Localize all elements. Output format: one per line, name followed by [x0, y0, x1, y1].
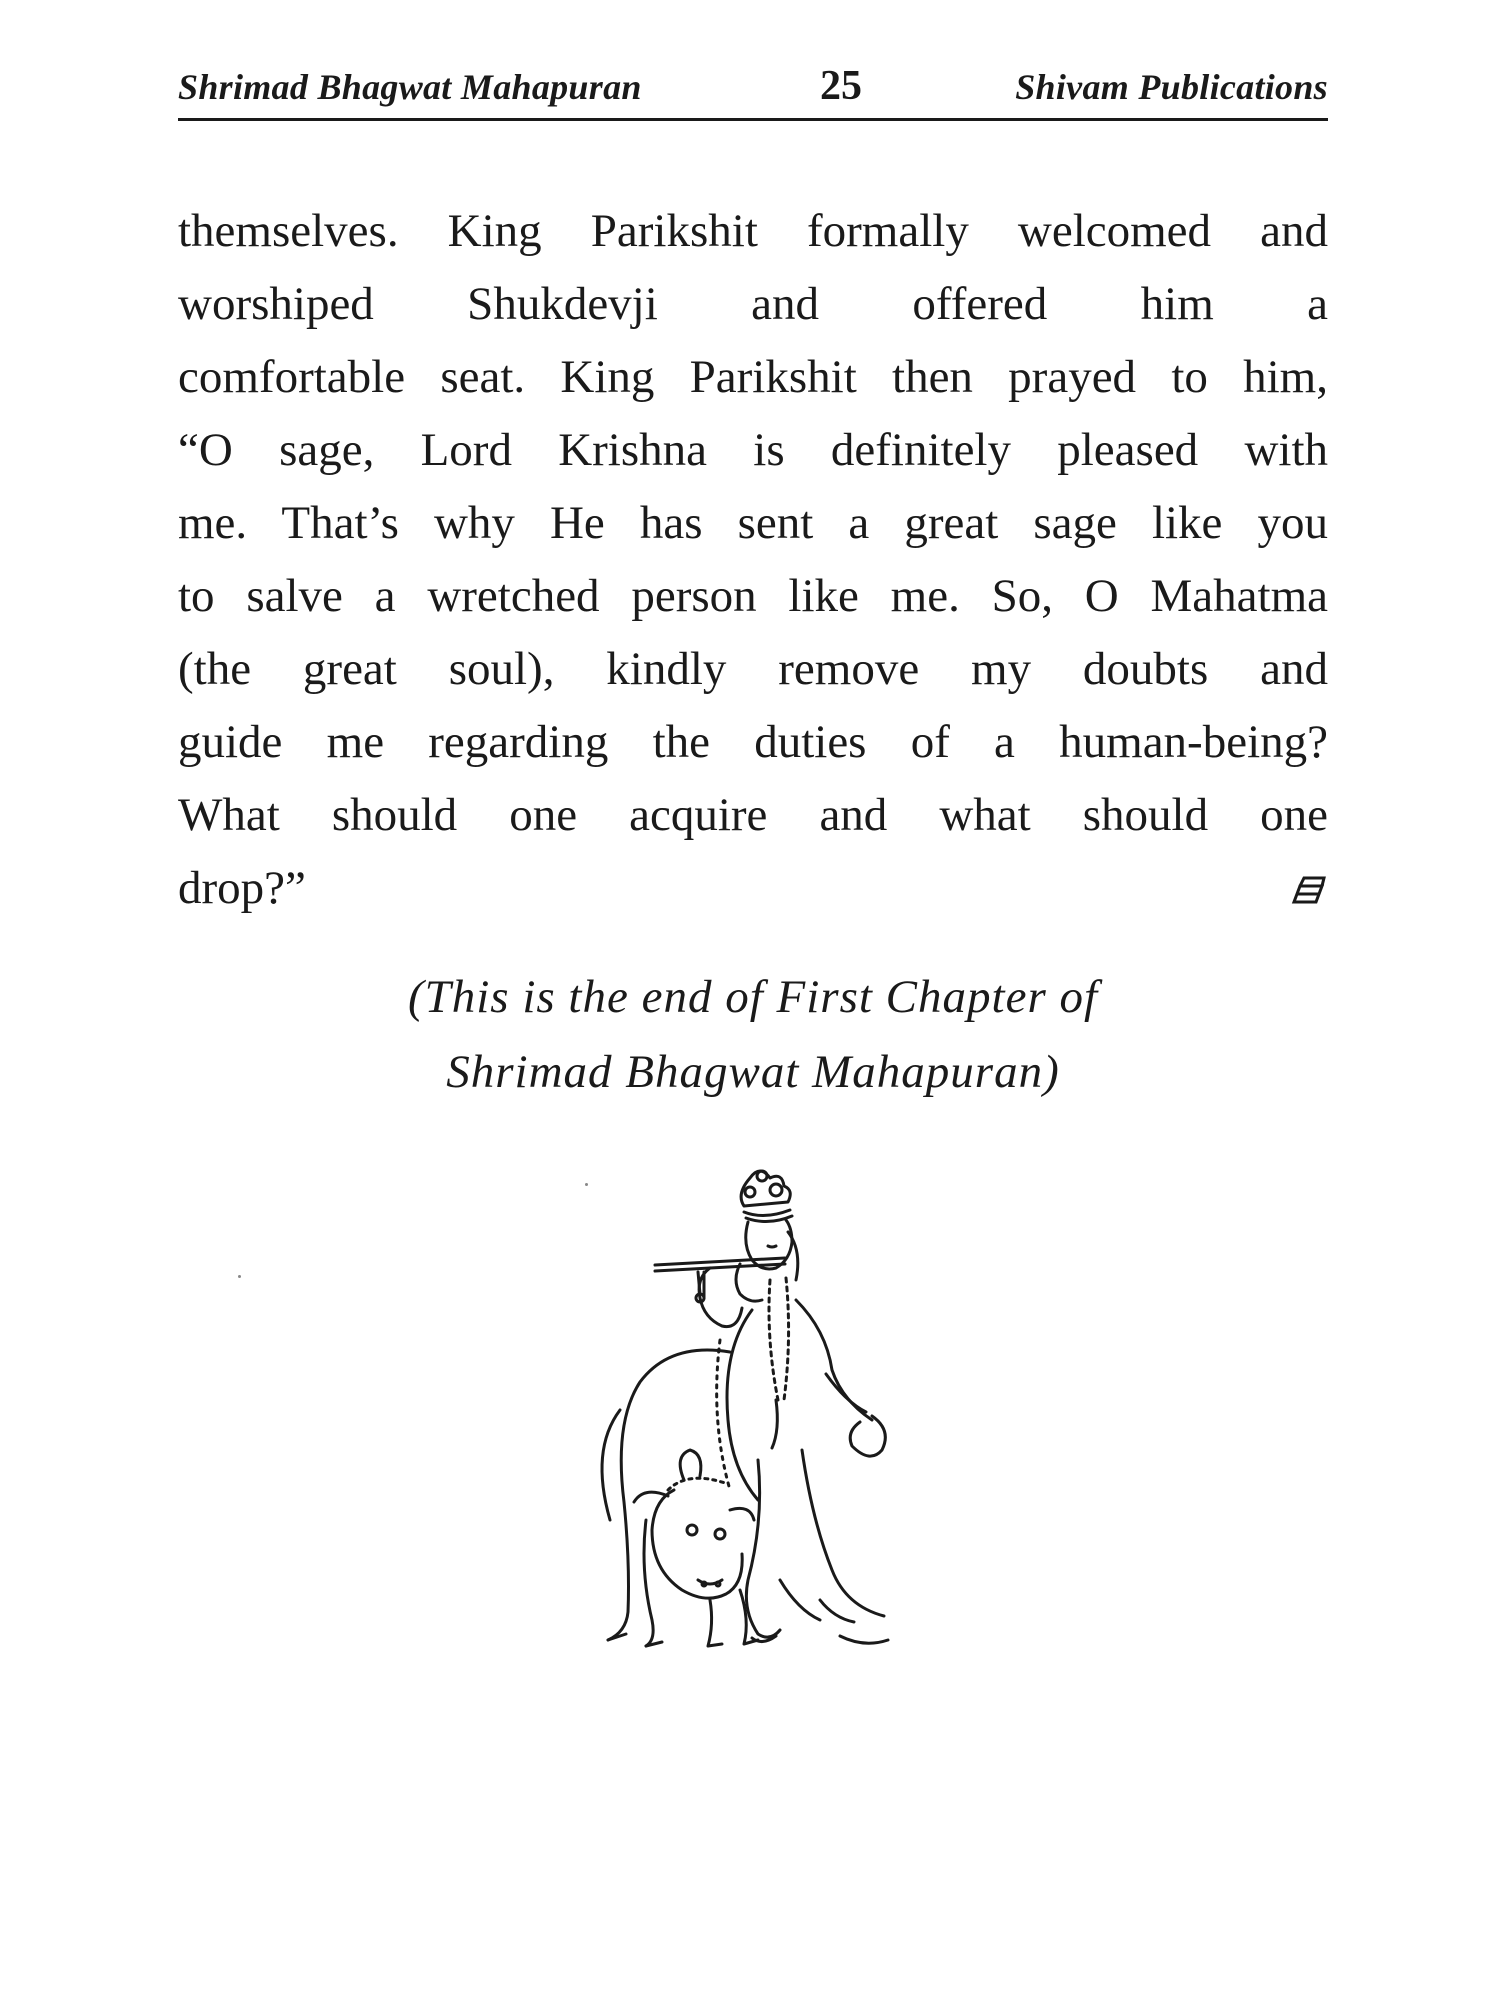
body-line-last-text: drop?”: [178, 862, 306, 914]
body-paragraph: [178, 195, 1328, 925]
body-line: themselves. King Parikshit formally welcomed and: [178, 205, 1328, 257]
body-line-last: [178, 852, 1328, 925]
running-head-publisher: Shivam Publications: [1015, 67, 1328, 107]
body-line: What should one acquire and what should one: [178, 789, 1328, 841]
body-line: “O sage, Lord Krishna is definitely pleased with: [178, 424, 1328, 476]
print-speck: [238, 1275, 241, 1278]
page-number: 25: [820, 63, 862, 109]
section-end-mark-icon: [1288, 852, 1328, 925]
krishna-with-flute-and-cow-illustration: [580, 1160, 920, 1660]
body-line: to salve a wretched person like me. So, O Mahatma: [178, 570, 1328, 622]
body-line: me. That’s why He has sent a great sage like you: [178, 497, 1328, 549]
body-line: guide me regarding the duties of a human-being?: [178, 716, 1328, 768]
body-line: worshiped Shukdevji and offered him a: [178, 278, 1328, 330]
chapter-end-note: [178, 960, 1328, 1110]
body-line: comfortable seat. King Parikshit then prayed to him,: [178, 351, 1328, 403]
chapter-end-note-line2: Shrimad Bhagwat Mahapuran): [446, 1046, 1060, 1098]
running-head-book-title: Shrimad Bhagwat Mahapuran: [178, 67, 642, 107]
chapter-end-note-line1: (This is the end of First Chapter of: [407, 971, 1099, 1023]
page-header: [178, 58, 1328, 121]
body-line: (the great soul), kindly remove my doubts and: [178, 643, 1328, 695]
